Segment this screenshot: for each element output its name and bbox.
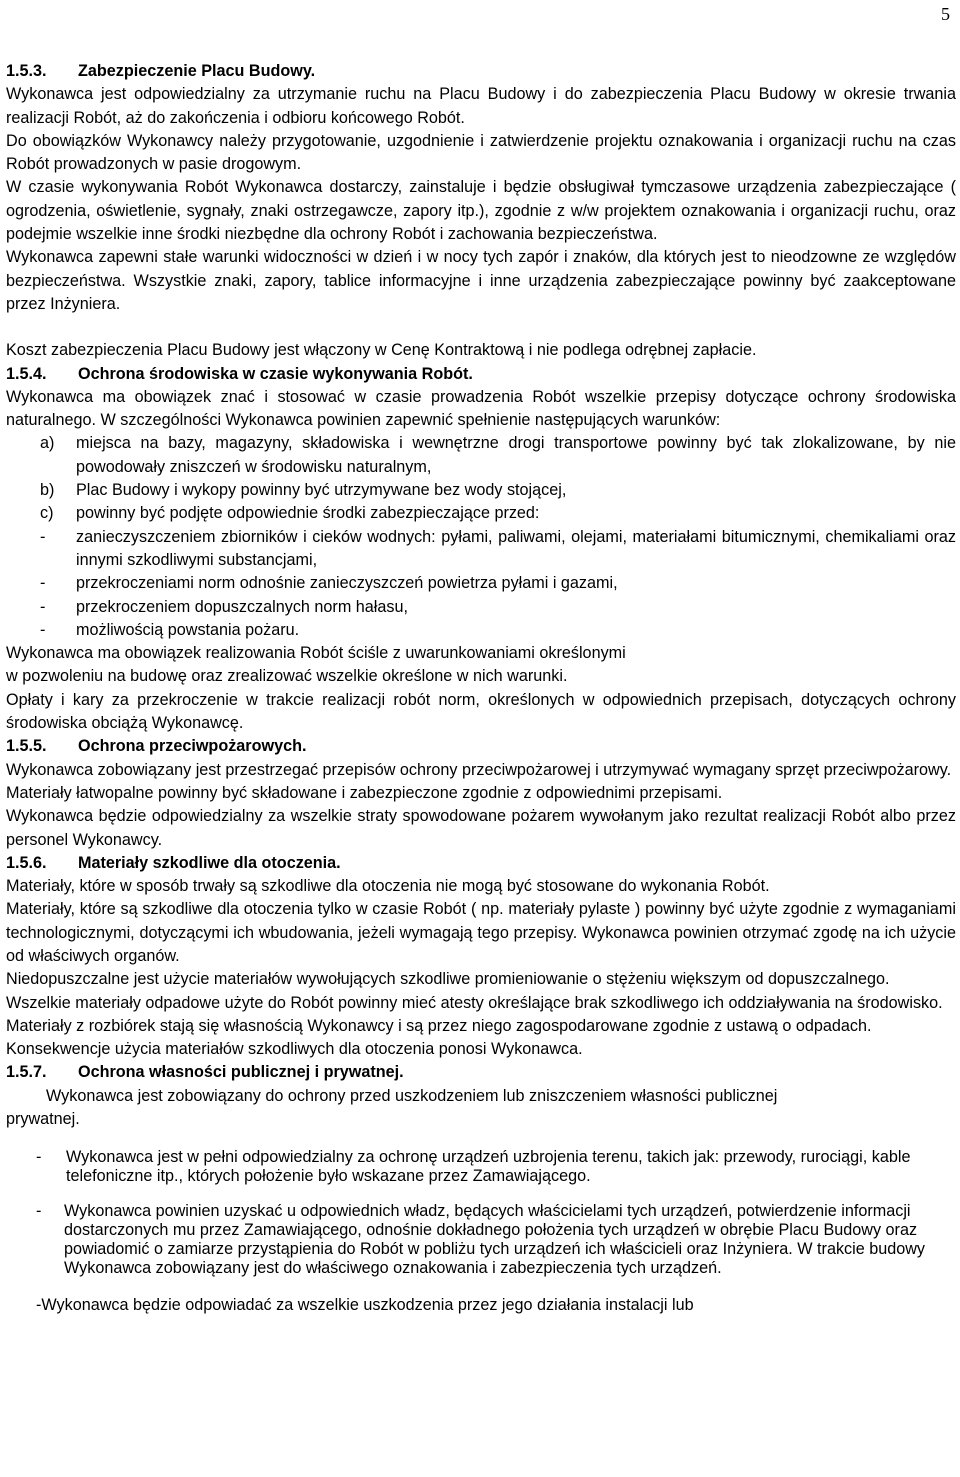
bullet-marker: - (36, 1147, 42, 1166)
list-item (6, 432, 956, 479)
section-title: Ochrona własności publicznej i prywatnej. (78, 1063, 404, 1082)
list-marker: c) (40, 504, 54, 523)
paragraph: Wykonawca zapewni stałe warunki widoczności w dzień i w nocy tych zapór i znaków, dla których jest to nieodzowne ze względów bezpieczeństwa. Wszystkie znaki, zapory, tablice informacyjne i inne urządzenia zabezpieczające powinny być zaakceptowane przez Inżyniera. (6, 248, 956, 313)
list-text: Plac Budowy i wykopy powinny być utrzymywane bez wody stojącej, (76, 481, 567, 500)
dash-item (6, 526, 956, 573)
bullet-item (6, 1202, 956, 1278)
paragraph: Konsekwencje użycia materiałów szkodliwych dla otoczenia ponosi Wykonawca. (6, 1040, 583, 1059)
paragraph: Niedopuszczalne jest użycie materiałów wywołujących szkodliwe promieniowanie o stężeniu większym od dopuszczalnego. (6, 970, 890, 989)
paragraph: Wykonawca jest zobowiązany do ochrony przed uszkodzeniem lub zniszczeniem własności publicznej (46, 1086, 778, 1105)
dash-text: zanieczyszczeniem zbiorników i cieków wodnych: pyłami, paliwami, olejami, materiałami bitumicznymi, chemikaliami oraz innymi szkodliwymi substancjami, (76, 527, 956, 569)
bullet-marker: - (36, 1201, 42, 1220)
paragraph: Do obowiązków Wykonawcy należy przygotowanie, uzgodnienie i zatwierdzenie projektu oznakowania i organizacji ruchu na czas Robót prowadzonych w pasie drogowym. (6, 131, 956, 174)
paragraph: Wszelkie materiały odpadowe użyte do Robót powinny mieć atesty określające brak szkodliwego ich oddziaływania na środowisko. (6, 993, 943, 1012)
section-title: Materiały szkodliwe dla otoczenia. (78, 853, 341, 872)
section-heading (6, 852, 956, 875)
paragraph: Wykonawca zobowiązany jest przestrzegać przepisów ochrony przeciwpożarowej i utrzymywać wymagany sprzęt przeciwpożarowy. (6, 760, 952, 779)
section-number: 1.5.4. (6, 364, 47, 383)
section-number: 1.5.7. (6, 1063, 47, 1082)
paragraph: Materiały, które w sposób trwały są szkodliwe dla otoczenia nie mogą być stosowane do wykonania Robót. (6, 877, 770, 896)
dash-marker: - (40, 620, 46, 639)
paragraph: Wykonawca będzie odpowiedzialny za wszelkie straty spowodowane pożarem wywołanym jako rezultat realizacji Robót albo przez personel Wykonawcy. (6, 807, 956, 849)
blank-line (6, 316, 956, 339)
paragraph: W czasie wykonywania Robót Wykonawca dostarczy, zainstaluje i będzie obsługiwał tymczasowe urządzenia zabezpieczające ( ogrodzenia, oświetlenie, sygnały, znaki ostrzegawcze, zapory itp.), zgodnie z w/w projektem oznakowania i organizacji ruchu, oraz podejmie wszelkie inne środki niezbędne dla ochrony Robót i zachowania bezpieczeństwa. (6, 178, 956, 244)
section-title: Ochrona środowiska w czasie wykonywania Robót. (78, 364, 473, 383)
paragraph: -Wykonawca będzie odpowiadać za wszelkie uszkodzenia przez jego działania instalacji lub (36, 1295, 694, 1314)
paragraph: Materiały łatwopalne powinny być składowane i zabezpieczone zgodnie z odpowiednimi przepisami. (6, 783, 723, 802)
section-title: Zabezpieczenie Placu Budowy. (78, 62, 316, 80)
section-heading (6, 1061, 956, 1084)
paragraph: Wykonawca ma obowiązek znać i stosować w czasie prowadzenia Robót wszelkie przepisy dotyczące ochrony środowiska naturalnego. W szczególności Wykonawca powinien zapewnić spełnienie następujących warunków: (6, 387, 956, 430)
section-number: 1.5.3. (6, 62, 47, 80)
paragraph: w pozwoleniu na budowę oraz zrealizować wszelkie określone w nich warunki. (6, 667, 568, 686)
bullet-item (6, 1148, 956, 1186)
dash-marker: - (40, 527, 46, 546)
bullet-text: Wykonawca powinien uzyskać u odpowiednich władz, będących właścicielami tych urządzeń, potwierdzenie informacji dostarczonych mu przez Zamawiającego, odnośnie dokładnego położenia tych urządzeń w obrębie Placu Budowy oraz powiadomić o zamiarze przystąpienia do Robót w pobliżu tych urządzeń ich właścicieli oraz Inżyniera. W trakcie budowy Wykonawca zobowiązany jest do właściwego oznakowania i zabezpieczenia tych urządzeń. (64, 1201, 926, 1277)
section-heading (6, 363, 956, 386)
list-marker: b) (40, 481, 55, 500)
dash-item (6, 596, 956, 619)
list-marker: a) (40, 434, 55, 453)
document-body (6, 60, 956, 1317)
paragraph: Wykonawca jest odpowiedzialny za utrzymanie ruchu na Placu Budowy i do zabezpieczenia Placu Budowy w okresie trwania realizacji Robót, aż do zakończenia i odbioru końcowego Robót. (6, 85, 956, 127)
section-heading (6, 60, 956, 83)
section-number: 1.5.5. (6, 737, 47, 756)
list-item (6, 479, 956, 502)
paragraph: Koszt zabezpieczenia Placu Budowy jest włączony w Cenę Kontraktową i nie podlega odrębnej zapłacie. (6, 341, 757, 360)
paragraph: Materiały, które są szkodliwe dla otoczenia tylko w czasie Robót ( np. materiały pylaste ) powinny być użyte zgodnie z wymaganiami technologicznymi, dotyczącymi ich wbudowania, jeżeli wymagają tego przepisy. Wykonawca powinien otrzymać zgodę na ich użycie od właściwych organów. (6, 900, 956, 965)
section-number: 1.5.6. (6, 853, 47, 872)
dash-text: przekroczeniami norm odnośnie zanieczyszczeń powietrza pyłami i gazami, (76, 574, 618, 593)
list-text: powinny być podjęte odpowiednie środki zabezpieczające przed: (76, 504, 540, 523)
dash-marker: - (40, 574, 46, 593)
dash-text: przekroczeniem dopuszczalnych norm hałasu, (76, 597, 409, 616)
paragraph: Wykonawca ma obowiązek realizowania Robót ściśle z uwarunkowaniami określonymi (6, 644, 626, 663)
page-number: 5 (941, 4, 950, 24)
dash-item (6, 619, 956, 642)
section-title: Ochrona przeciwpożarowych. (78, 737, 307, 756)
dash-item (6, 572, 956, 595)
dash-text: możliwością powstania pożaru. (76, 620, 300, 639)
section-heading (6, 735, 956, 758)
list-item (6, 502, 956, 525)
list-text: miejsca na bazy, magazyny, składowiska i wewnętrzne drogi transportowe powinny być tak zlokalizowane, by nie powodowały zniszczeń w środowisku naturalnym, (76, 434, 956, 476)
paragraph: Materiały z rozbiórek stają się własnością Wykonawcy i są przez niego zagospodarowane zgodnie z ustawą o odpadach. (6, 1016, 872, 1035)
paragraph: Opłaty i kary za przekroczenie w trakcie realizacji robót norm, określonych w odpowiednich przepisach, dotyczących ochrony środowiska obciążą Wykonawcę. (6, 690, 956, 733)
bullet-text: Wykonawca jest w pełni odpowiedzialny za ochronę urządzeń uzbrojenia terenu, takich jak: przewody, rurociągi, kable telefoniczne itp., których położenie było wskazane przez Zamawiającego. (66, 1147, 911, 1185)
paragraph-continuation: prywatnej. (6, 1110, 80, 1129)
dash-marker: - (40, 597, 46, 616)
